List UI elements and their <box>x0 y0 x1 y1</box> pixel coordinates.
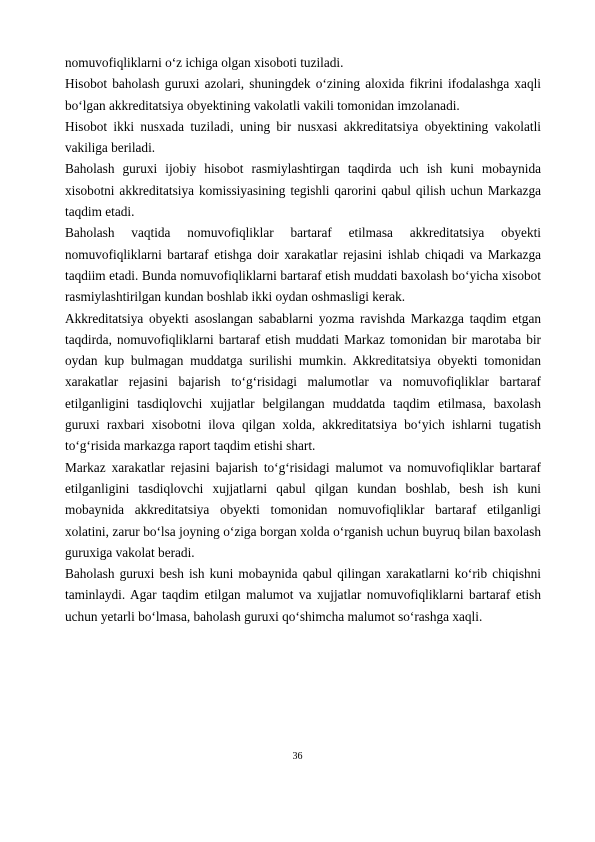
paragraph: nomuvofiqliklarni o‘z ichiga olgan xisoboti tuziladi. <box>65 55 344 70</box>
paragraph: Baholash guruxi besh ish kuni mobaynida qabul qilingan xarakatlarni ko‘rib chiqishni taminlaydi. Agar taqdim etilgan malumot va xujjatlar nomuvofiqliklarni bartaraf etish uchun yetarli bo‘lmasa, baholash guruxi qo‘shimcha malumot so‘rashga xaqli. <box>65 566 541 624</box>
paragraph: Hisobot baholash guruxi azolari, shuningdek o‘zining aloxida fikrini ifodalashga xaqli bo‘lgan akkreditatsiya obyektining vakolatli vakili tomonidan imzolanadi. <box>65 76 541 113</box>
paragraph: Baholash vaqtida nomuvofiqliklar bartaraf etilmasa akkreditatsiya obyekti nomuvofiqliklarni bartaraf etishga doir xarakatlar rejasini ishlab chiqadi va Markazga taqdiim etadi. Bunda nomuvofiqliklarni bartaraf etish muddati baxolash bo‘yicha xisobot rasmiylashtirilgan kundan boshlab ikki oydan oshmasligi kerak. <box>65 225 541 305</box>
paragraph: Hisobot ikki nusxada tuziladi, uning bir nusxasi akkreditatsiya obyektining vakolatli vakiliga beriladi. <box>65 118 541 156</box>
paragraph: Baholash guruxi ijobiy hisobot rasmiylashtirgan taqdirda uch ish kuni mobaynida xisobotni akkreditatsiya komissiyasining tegishli qarorini qabul qilish uchun Markazga taqdim etadi. <box>65 161 541 220</box>
page-number: 36 <box>292 751 303 762</box>
page-body <box>65 52 541 627</box>
paragraph: Akkreditatsiya obyekti asoslangan sabablarni yozma ravishda Markazga taqdim etgan taqdirda, nomuvofiqliklarni bartaraf etish muddati Markaz tomonidan bir marotaba bir oydan kup bulmagan muddatga surilishi mumkin. Akkreditatsiya obyekti tomonidan xarakatlar rejasini bajarish to‘g‘risidagi malumotlar va nomuvofiqliklar bartaraf etilganligini tasdiqlovchi xujjatlar belgilangan muddatda taqdim etilmasa, baxolash guruxi raxbari xisobotni ilova qilgan xolda, akkreditatsiya bo‘yich ishlarni tugatish to‘g‘risida markazga raport taqdim etishi shart. <box>65 310 541 454</box>
paragraph: Markaz xarakatlar rejasini bajarish to‘g‘risidagi malumot va nomuvofiqliklar bartaraf etilganligini tasdiqlovchi xujjatlarni qabul qilgan kundan boshlab, besh ish kuni mobaynida akkreditatsiya obyekti tomonidan nomuvofiqliklar bartaraf etilganligi xolatini, zarur bo‘lsa joyning o‘ziga borgan xolda o‘rganish uchun buyruq bilan baxolash guruxiga vakolat beradi. <box>65 459 541 560</box>
